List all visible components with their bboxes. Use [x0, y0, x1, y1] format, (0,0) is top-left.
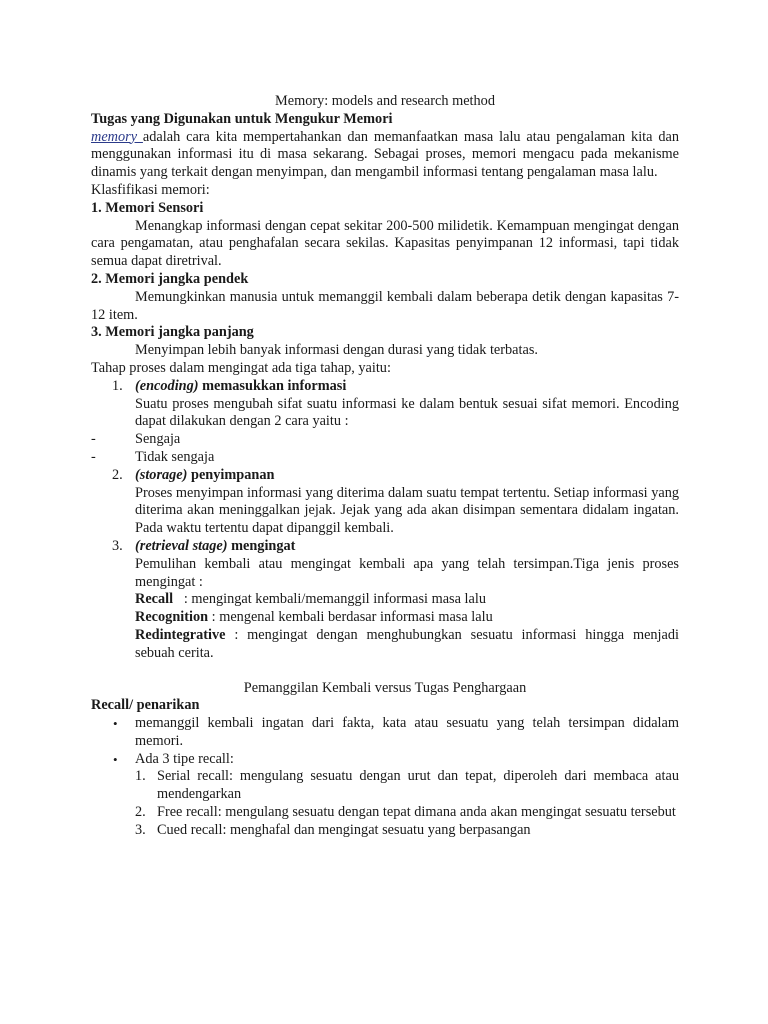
- recognition-term: Recognition: [135, 609, 209, 626]
- bullet-text: memanggil kembali ingatan dari fakta, kata atau sesuatu yang telah tersimpan didalam memori.: [135, 715, 679, 749]
- dash-item-text: Tidak sengaja: [135, 448, 215, 465]
- document-title: Memory: models and research method: [275, 93, 495, 109]
- short-term-heading: 2. Memori jangka pendek: [91, 270, 249, 287]
- redintegrative-term: Redintegrative: [135, 626, 226, 643]
- recall-type-number: 1.: [135, 768, 146, 785]
- recall-type-item: [91, 822, 679, 840]
- bullet-item: [91, 751, 679, 769]
- dash-marker: -: [91, 431, 96, 448]
- recall-type-item: [91, 804, 679, 822]
- stage-3-paragraph: Pemulihan kembali atau mengingat kembali apa yang telah tersimpan.Tiga jenis proses mengingat :: [135, 555, 679, 590]
- stage-2-paragraph: Proses menyimpan informasi yang diterima dalam suatu tempat tertentu. Setiap informasi yang diterima akan meninggalkan jejak. Jejak yang ada akan disimpan sementara didalam ingatan. Pada waktu tertentu dapat dipanggil kembali.: [135, 484, 679, 537]
- dash-marker: -: [91, 448, 96, 465]
- long-term-paragraph: Menyimpan lebih banyak informasi dengan durasi yang tidak terbatas.: [135, 342, 538, 359]
- bullet-item: [91, 715, 679, 751]
- intro-paragraph: [91, 129, 679, 182]
- dash-item: [91, 431, 679, 449]
- recall-type-number: 2.: [135, 804, 146, 821]
- stage-1-heading: [91, 378, 679, 396]
- recognition-text: : mengenal kembali berdasar informasi masa lalu: [208, 609, 493, 626]
- redintegrative-text: : mengingat dengan menghubungkan sesuatu informasi hingga menjadi sebuah cerita.: [135, 626, 679, 661]
- recall-type-number: 3.: [135, 821, 146, 838]
- stage-2-term: (storage): [135, 466, 188, 483]
- section-2-title: Pemanggilan Kembali versus Tugas Penghargaan: [243, 679, 527, 696]
- stage-1-paragraph: Suatu proses mengubah sifat suatu informasi ke dalam bentuk sesuai sifat memori. Encoding dapat dilakukan dengan 2 cara yaitu :: [135, 395, 679, 430]
- stage-2-title: penyimpanan: [187, 466, 275, 483]
- classification-label: Klasfifikasi memori:: [91, 181, 210, 198]
- document-body: [91, 93, 679, 840]
- stage-1-number: 1.: [112, 377, 123, 394]
- recall-term: Recall: [135, 591, 174, 608]
- recall-type-text: Free recall: mengulang sesuatu dengan tepat dimana anda akan mengingat sesuatu tersebut: [157, 804, 676, 821]
- dash-item-text: Sengaja: [135, 431, 181, 448]
- memory-term: memory: [91, 128, 143, 145]
- recall-type-text: Serial recall: mengulang sesuatu dengan urut dan tepat, diperoleh dari membaca atau mendengarkan: [157, 768, 679, 803]
- bullet-marker: •: [113, 716, 118, 732]
- sensori-heading: 1. Memori Sensori: [91, 199, 204, 216]
- recall-type-text: Cued recall: menghafal dan mengingat sesuatu yang berpasangan: [157, 821, 531, 838]
- short-term-paragraph: Memungkinkan manusia untuk memanggil kembali dalam beberapa detik dengan kapasitas 7-12 item.: [91, 288, 679, 323]
- stage-1-term: (encoding): [135, 377, 199, 394]
- intro-text: adalah cara kita mempertahankan dan memanfaatkan masa lalu atau pengalaman kita dan menggunakan informasi itu di masa sekarang. Sebagai proses, memori mengacu pada mekanisme dinamis yang terkait dengan menyimpan, dan mengambil informasi tentang pengalaman masa lalu.: [91, 128, 679, 181]
- sensori-paragraph: Menangkap informasi dengan cepat sekitar 200-500 milidetik. Kemampuan mengingat dengan cara pengamatan, atau penghafalan secara sekilas. Kapasitas penyimpanan 12 informasi, tapi tidak semua dapat diretrival.: [91, 217, 679, 270]
- bullet-marker: •: [113, 751, 118, 767]
- redintegrative-definition: [91, 627, 679, 663]
- stage-2-number: 2.: [112, 466, 123, 483]
- stage-2-heading: [91, 467, 679, 485]
- dash-item: [91, 449, 679, 467]
- stage-3-term: (retrieval stage): [135, 537, 228, 554]
- stage-3-number: 3.: [112, 537, 123, 554]
- recall-heading: Recall/ penarikan: [91, 697, 200, 714]
- recognition-definition: [91, 609, 679, 627]
- long-term-heading: 3. Memori jangka panjang: [91, 324, 254, 341]
- stage-3-heading: [91, 538, 679, 556]
- recall-type-item: [91, 768, 679, 804]
- stage-1-title: memasukkan informasi: [198, 377, 347, 394]
- recall-definition: [91, 591, 679, 609]
- stages-intro: Tahap proses dalam mengingat ada tiga tahap, yaitu:: [91, 359, 391, 376]
- section-heading: Tugas yang Digunakan untuk Mengukur Memori: [91, 110, 393, 127]
- recall-text: : mengingat kembali/memanggil informasi masa lalu: [173, 591, 486, 608]
- bullet-text: Ada 3 tipe recall:: [135, 750, 234, 767]
- stage-3-title: mengingat: [227, 537, 296, 554]
